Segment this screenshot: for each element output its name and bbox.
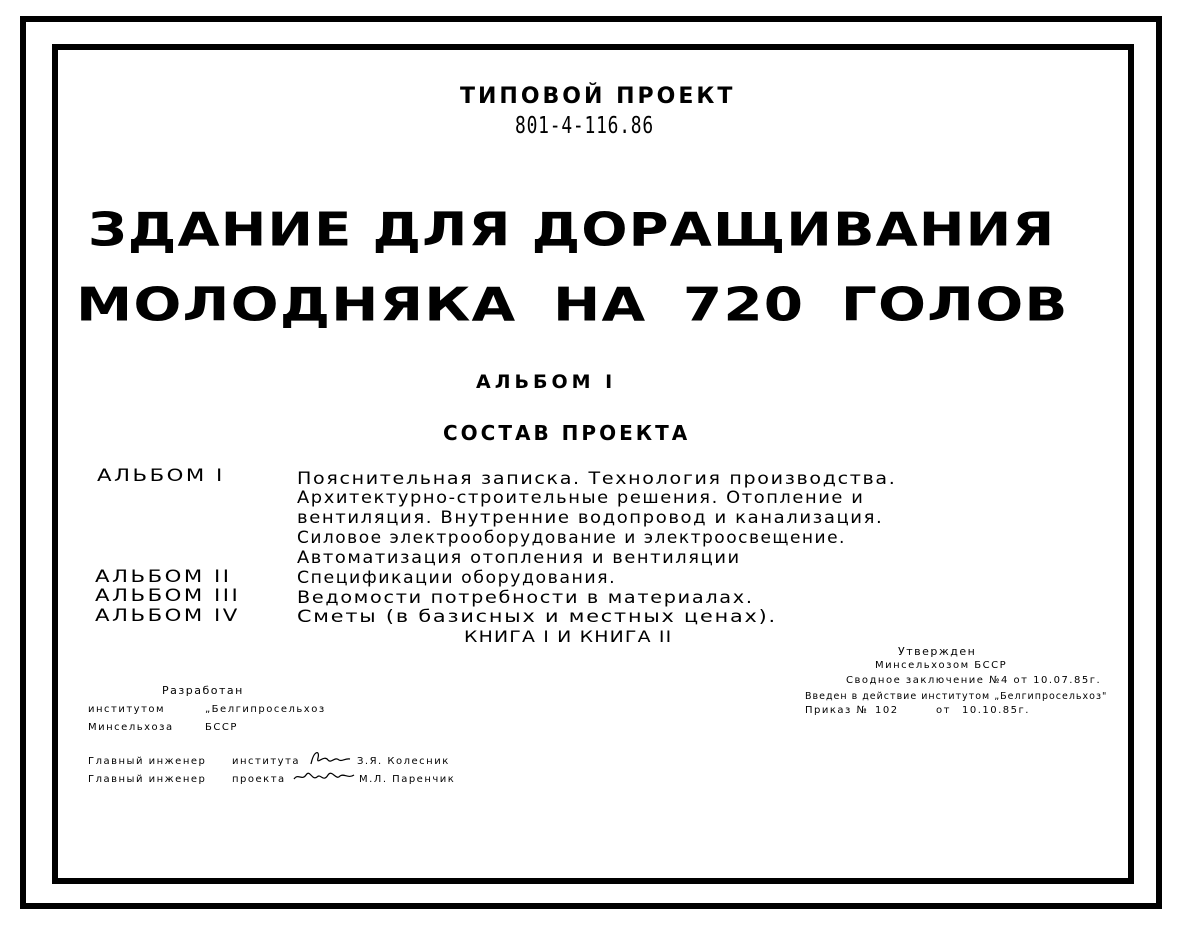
series-label: ТИПОВОЙ ПРОЕКТ xyxy=(460,84,736,109)
books-line: КНИГА I И КНИГА II xyxy=(464,627,673,646)
composition-album-1-line-3: вентиляция. Внутренние водопровод и канализация. xyxy=(297,508,884,528)
composition-album-3-line-1: Ведомости потребности в материалах. xyxy=(297,588,754,608)
approval-heading: Утвержден xyxy=(898,645,977,658)
staff-2-scope: проекта xyxy=(232,774,286,785)
composition-album-1-line-1: Пояснительная записка. Технология производства. xyxy=(297,469,897,489)
series-number: 801-4-116.86 xyxy=(515,113,654,139)
composition-album-1-line-5: Автоматизация отопления и вентиляции xyxy=(297,548,741,568)
composition-album-2-line-1: Спецификации оборудования. xyxy=(297,568,617,588)
composition-album-4-label: АЛЬБОМ IV xyxy=(95,606,240,626)
approval-order-date: 10.10.85г. xyxy=(962,705,1030,716)
composition-album-4-line-1: Сметы (в базисных и местных ценах). xyxy=(297,607,777,627)
staff-2-name: М.Л. Паренчик xyxy=(359,774,456,785)
developed-institute-label: институтом xyxy=(88,704,166,715)
title-line-2: МОЛОДНЯКА НА 720 ГОЛОВ xyxy=(76,278,1069,332)
staff-1-role: Главный инженер xyxy=(88,756,207,767)
approval-order-label: Приказ № xyxy=(805,705,869,716)
title-line-1: ЗДАНИЕ ДЛЯ ДОРАЩИВАНИЯ xyxy=(88,203,1056,257)
developed-heading: Разработан xyxy=(162,684,244,697)
developed-institute-name: „Белгипросельхоз xyxy=(205,704,326,715)
staff-2-role: Главный инженер xyxy=(88,774,207,785)
approval-authority: Минсельхозом БССР xyxy=(875,660,1008,671)
approval-conclusion: Сводное заключение №4 от 10.07.85г. xyxy=(846,675,1102,686)
composition-album-1-label: АЛЬБОМ I xyxy=(97,466,225,486)
signature-chief-engineer-project xyxy=(292,765,356,787)
composition-album-1-line-4: Силовое электрооборудование и электроосвещение. xyxy=(297,528,846,548)
composition-album-2-label: АЛЬБОМ II xyxy=(95,567,232,587)
composition-album-3-label: АЛЬБОМ III xyxy=(95,586,241,606)
composition-heading: СОСТАВ ПРОЕКТА xyxy=(443,421,691,445)
inner-frame xyxy=(52,44,1134,884)
album-heading: АЛЬБОМ I xyxy=(476,371,617,393)
developed-ministry-name: БССР xyxy=(205,722,238,733)
approval-order-date-label: от xyxy=(936,705,951,716)
staff-1-name: З.Я. Колесник xyxy=(357,756,450,767)
approval-enacted: Введен в действие институтом „Белгипросельхоз" xyxy=(805,691,1108,702)
developed-ministry-label: Минсельхоза xyxy=(88,722,174,733)
staff-1-scope: института xyxy=(232,756,301,767)
composition-album-1-line-2: Архитектурно-строительные решения. Отопление и xyxy=(297,488,865,508)
approval-order-number: 102 xyxy=(875,705,899,716)
